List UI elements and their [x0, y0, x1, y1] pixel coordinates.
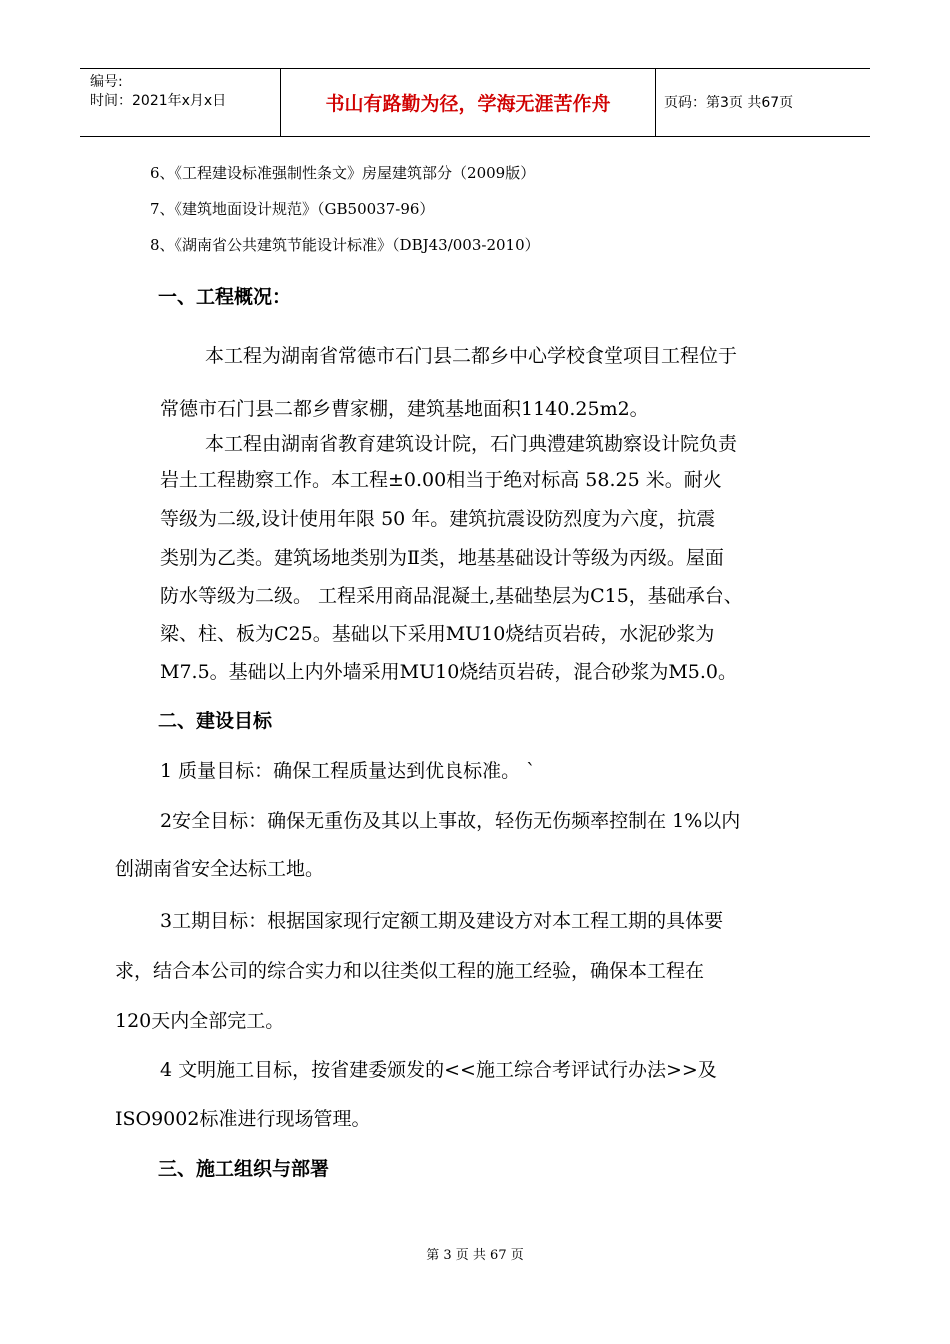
paragraph-line: 岩土工程勘察工作。本工程±0.00相当于绝对标高 58.25 米。耐火: [160, 469, 722, 491]
paragraph-line: 120天内全部完工。: [115, 1010, 285, 1032]
paragraph-line: 3工期目标：根据国家现行定额工期及建设方对本工程工期的具体要: [160, 910, 724, 932]
document-time-label: 时间：2021年x月x日: [90, 93, 227, 109]
paragraph-line: 本工程由湖南省教育建筑设计院，石门典澧建筑勘察设计院负责: [205, 433, 738, 455]
section-title-organization: 三、施工组织与部署: [158, 1158, 330, 1180]
header-motto-cell: [281, 69, 656, 136]
paragraph-line: M7.5。基础以上内外墙采用MU10烧结页岩砖，混合砂浆为M5.0。: [160, 661, 737, 683]
paragraph-line: 等级为二级,设计使用年限 50 年。建筑抗震设防烈度为六度，抗震: [160, 508, 716, 530]
section-title-overview: 一、工程概况：: [158, 286, 292, 308]
paragraph-line: 创湖南省安全达标工地。: [115, 858, 325, 880]
paragraph-line: 防水等级为二级。 工程采用商品混凝土,基础垫层为C15，基础承台、: [160, 585, 743, 607]
paragraph-line: 类别为乙类。建筑场地类别为Ⅱ类，地基基础设计等级为丙级。屋面: [160, 547, 724, 569]
paragraph-line: 4 文明施工目标，按省建委颁发的<<施工综合考评试行办法>>及: [160, 1059, 717, 1081]
paragraph-line: 求，结合本公司的综合实力和以往类似工程的施工经验，确保本工程在: [115, 960, 705, 982]
paragraph-line: 1 质量目标：确保工程质量达到优良标准。 `: [160, 760, 536, 782]
header-motto: 书山有路勤为径，学海无涯苦作舟: [325, 93, 611, 115]
header-info-cell: [80, 69, 281, 136]
reference-item: 6、《工程建设标准强制性条文》房屋建筑部分（2009版）: [150, 164, 536, 182]
reference-item: 8、《湖南省公共建筑节能设计标准》（DBJ43/003-2010）: [150, 236, 540, 254]
reference-item: 7、《建筑地面设计规范》（GB50037-96）: [150, 200, 435, 218]
page-footer: 第 3 页 共 67 页: [426, 1248, 524, 1263]
header-page-number: 页码：第3页 共67页: [664, 95, 794, 111]
document-code-label: 编号:: [90, 74, 123, 90]
header-pager-cell: [656, 69, 870, 136]
paragraph-line: 常德市石门县二都乡曹家棚，建筑基地面积1140.25m2。: [160, 398, 649, 420]
section-title-goals: 二、建设目标: [158, 710, 273, 732]
paragraph-line: 2安全目标：确保无重伤及其以上事故，轻伤无伤频率控制在 1%以内: [160, 810, 741, 832]
paragraph-line: 梁、柱、板为C25。基础以下采用MU10烧结页岩砖，水泥砂浆为: [160, 623, 715, 645]
paragraph-line: 本工程为湖南省常德市石门县二都乡中心学校食堂项目工程位于: [205, 345, 738, 367]
document-header: [80, 68, 870, 137]
paragraph-line: ISO9002标准进行现场管理。: [115, 1108, 371, 1130]
